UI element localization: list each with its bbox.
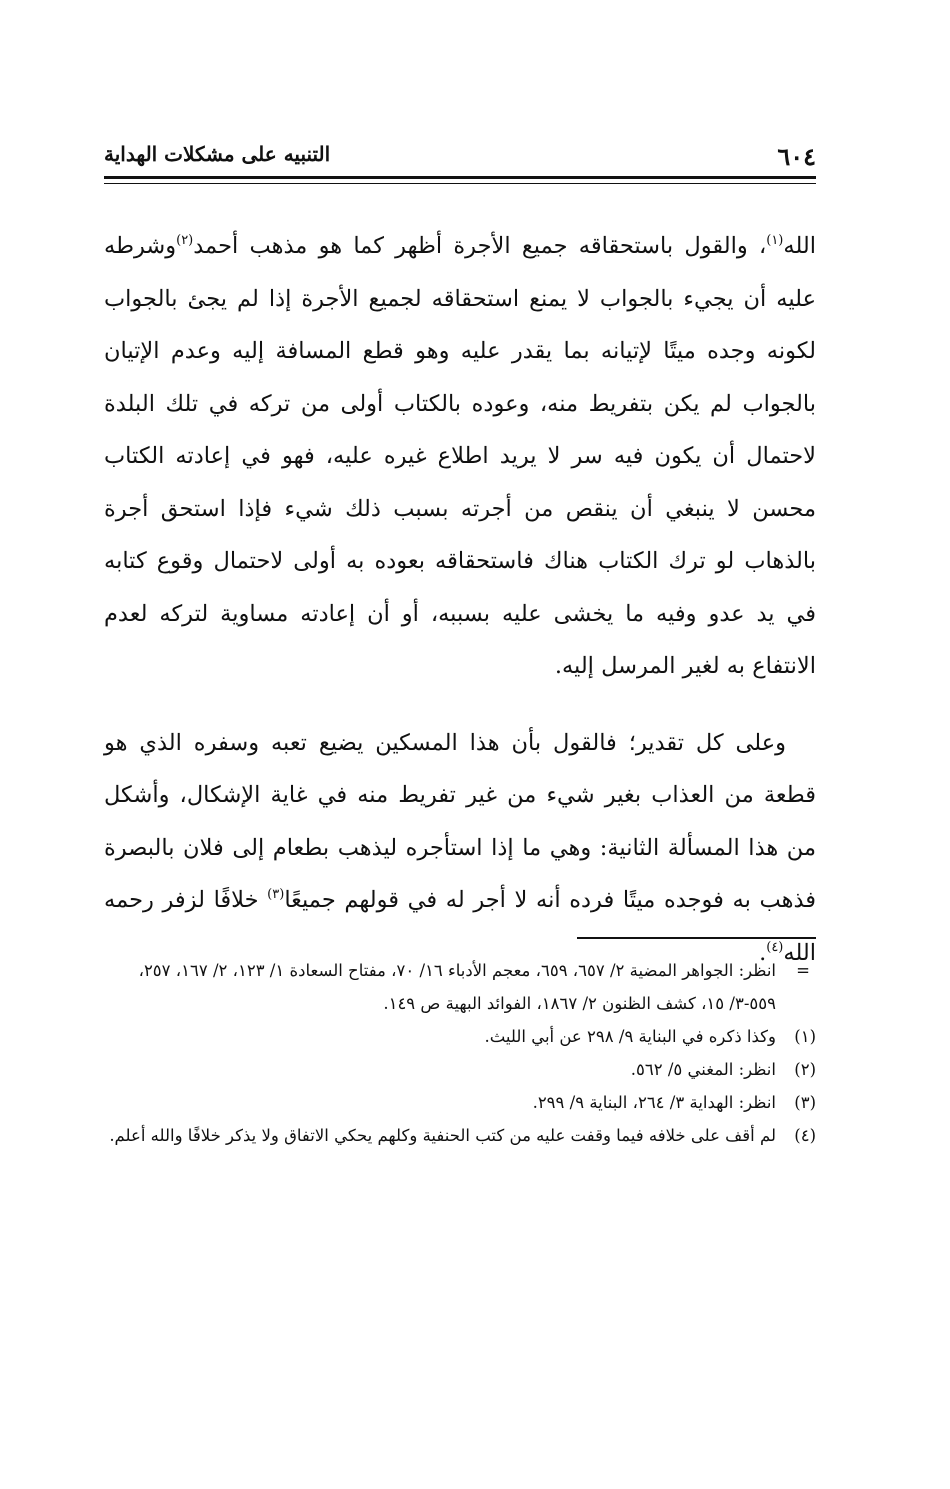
footnote-number: (١) [794,1027,816,1046]
footnote-marker: (١) [766,233,784,248]
text-run: وشرطه عليه أن يجيء بالجواب لا يمنع استحقاقه لجميع الأجرة إذا لم يجئ بالجواب لكونه وجده ميتًا لإتيانه بما يقدر عليه وهو قطع المسافة إليه وعدم الإتيان بالجواب لم يكن بتفريط منه، وعوده بالكتاب أولى من تركه في تلك البلدة لاحتمال أن يكون فيه سر لا يريد اطلاع غيره عليه، فهو في إعادته الكتاب محسن لا ينبغي أن ينقص من أجرته بسبب ذلك شيء فإذا استحق أجرة بالذهاب لو ترك الكتاب هناك فاستحقاقه بعوده به أولى لاحتمال وقوع كتابه في يد عدو وفيه ما يخشى عليه بسببه، أو أن إعادته مساوية لتركه لعدم الانتفاع به لغير المرسل إليه. [104,233,816,679]
footnote [104,1053,816,1086]
footnotes [104,954,816,1152]
text-run: ، والقول باستحقاقه جميع الأجرة أظهر كما هو مذهب أحمد [193,233,767,259]
footnote-number: = [796,961,810,980]
running-header [104,138,816,178]
text-run: خلافًا لزفر رحمه الله [104,887,816,966]
header-rule-thin [104,183,816,184]
footnote-number: (٣) [794,1093,816,1112]
footnote-marker: (٣) [267,887,285,902]
footnote [104,954,816,1020]
footnote-text: انظر: الهداية ٣/ ٢٦٤، البناية ٩/ ٢٩٩. [532,1093,776,1112]
footnote-marker: (٤) [766,939,784,955]
footnote-text: وكذا ذكره في البناية ٩/ ٢٩٨ عن أبي الليث. [484,1027,776,1046]
body-paragraph [104,220,816,693]
footnote-text: انظر: المغني ٥/ ٥٦٢. [630,1060,776,1079]
footnote-number: (٤) [794,1126,816,1145]
footnote-marker: (٢) [176,233,194,248]
footnote [104,1119,816,1152]
footnote [104,1020,816,1053]
main-text [104,220,816,979]
book-title: التنبيه على مشكلات الهداية [104,142,331,166]
header-rule-thick [104,176,816,179]
text-run: . [759,939,767,966]
text-run: الله [783,233,816,259]
body-paragraph [104,717,816,980]
footnote [104,1086,816,1119]
text-run: وعلى كل تقدير؛ فالقول بأن هذا المسكين يضيع تعبه وسفره الذي هو قطعة من العذاب بغير شيء من غير تفريط منه في غاية الإشكال، وأشكل من هذا المسألة الثانية: وهي ما إذا استأجره ليذهب بطعام إلى فلان بالبصرة فذهب به فوجده ميتًا فرده أنه لا أجر له في قولهم جميعًا [104,729,817,913]
footnote-text: انظر: الجواهر المضية ٢/ ٦٥٧، ٦٥٩، معجم الأدباء ١٦/ ٧٠، مفتاح السعادة ١/ ١٢٣، ٢/ ١٦٧، ٢٥٧، ٥٥٩-٣/ ١٥، كشف الظنون ٢/ ١٨٦٧، الفوائد البهية ص ١٤٩. [138,961,776,1013]
page-number: ٦٠٤ [777,142,816,171]
footnote-text: لم أقف على خلافه فيما وقفت عليه من كتب الحنفية وكلهم يحكي الاتفاق ولا يذكر خلافًا والله أعلم. [109,1126,776,1145]
footnote-separator [577,937,816,939]
footnote-number: (٢) [794,1060,816,1079]
